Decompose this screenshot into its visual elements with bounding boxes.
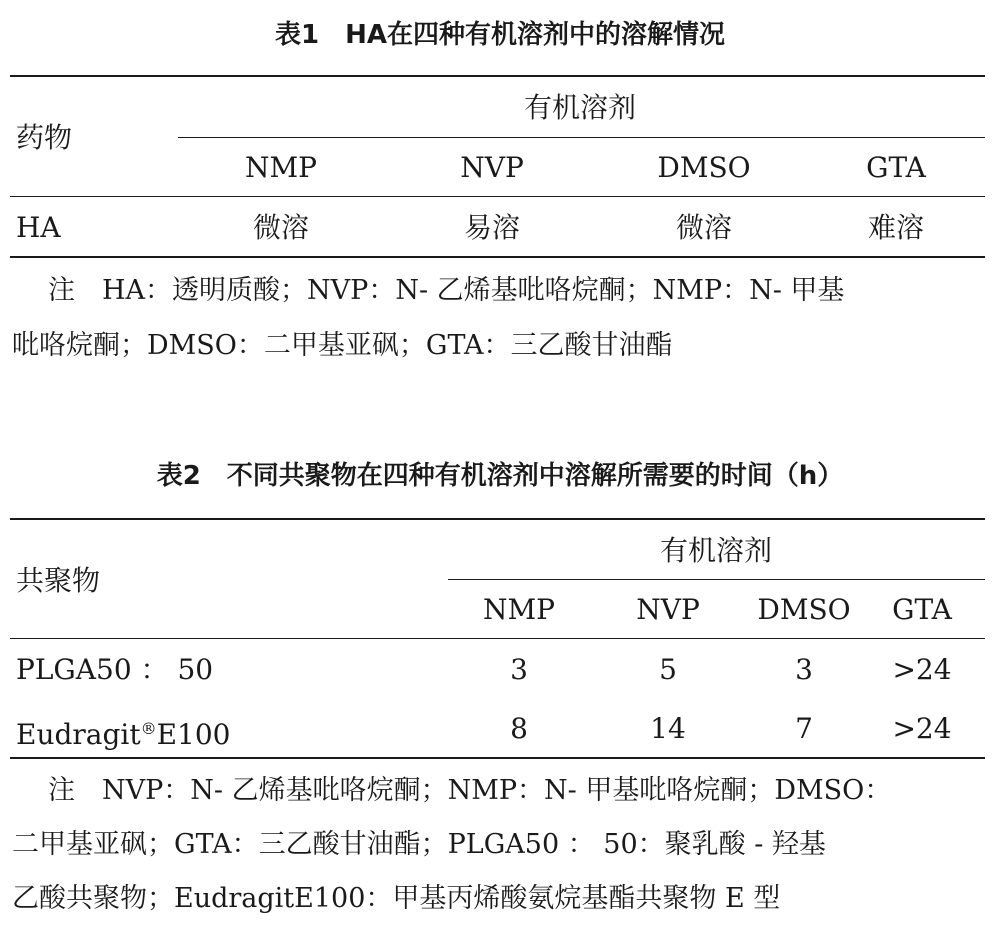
row-name-tail: E100	[156, 718, 231, 751]
table2-col-dmso: DMSO	[757, 593, 851, 626]
table1-group-rule	[178, 137, 985, 138]
table2-note-line2: 二甲基亚砜；GTA：三乙酸甘油酯；PLGA50 ： 50：聚乳酸 - 羟基	[12, 829, 826, 860]
table1-col-nmp: NMP	[244, 151, 318, 184]
table1-cell: 微溶	[675, 211, 733, 244]
table2-row-header: 共聚物	[16, 564, 101, 597]
table2-group-header: 有机溶剂	[659, 534, 773, 567]
table1-top-rule	[10, 75, 985, 77]
table1-col-dmso: DMSO	[657, 151, 751, 184]
table1-header-rule	[10, 196, 985, 197]
table2-row-name	[16, 713, 231, 751]
table2-cell: 14	[650, 712, 686, 745]
table1-title: 表1 HA在四种有机溶剂中的溶解情况	[275, 20, 725, 50]
table2-note-line1: 注 NVP：N- 乙烯基吡咯烷酮；NMP：N- 甲基吡咯烷酮；DMSO：	[48, 775, 892, 806]
table1-cell: 难溶	[867, 211, 925, 244]
table2-bottom-rule	[10, 757, 985, 759]
table1-row-header: 药物	[16, 121, 73, 154]
table1-col-gta: GTA	[866, 151, 926, 184]
row-name-main: Eudragit	[16, 718, 141, 751]
table2-cell: >24	[892, 712, 952, 745]
table1-bottom-rule	[10, 256, 985, 258]
table2-cell: >24	[892, 653, 952, 686]
table2-header-rule	[10, 638, 985, 639]
registered-mark: ®	[140, 719, 157, 738]
table2-col-gta: GTA	[892, 593, 952, 626]
table2-top-rule	[10, 518, 985, 520]
table2-cell: 3	[510, 653, 528, 686]
table2-col-nvp: NVP	[636, 593, 700, 626]
table1-note-line1: 注 HA：透明质酸；NVP：N- 乙烯基吡咯烷酮；NMP：N- 甲基	[48, 275, 845, 306]
table2-cell: 8	[510, 712, 528, 745]
table1-col-nvp: NVP	[460, 151, 524, 184]
table2-group-rule	[448, 579, 985, 580]
table2-cell: 5	[659, 653, 677, 686]
table1-cell: 微溶	[252, 211, 310, 244]
table2-title: 表2 不同共聚物在四种有机溶剂中溶解所需要的时间（h）	[156, 461, 844, 491]
table2-cell: 7	[795, 712, 813, 745]
table2-cell: 3	[795, 653, 813, 686]
table2-row-name: PLGA50 ： 50	[16, 653, 214, 686]
table1-group-header: 有机溶剂	[523, 91, 637, 124]
table2-note-line3: 乙酸共聚物；EudragitE100：甲基丙烯酸氨烷基酯共聚物 E 型	[12, 883, 781, 914]
table1-note-line2: 吡咯烷酮；DMSO：二甲基亚砜；GTA：三乙酸甘油酯	[12, 330, 673, 361]
table1-row-name: HA	[16, 211, 61, 244]
table2-col-nmp: NMP	[482, 593, 556, 626]
table1-cell: 易溶	[463, 211, 521, 244]
